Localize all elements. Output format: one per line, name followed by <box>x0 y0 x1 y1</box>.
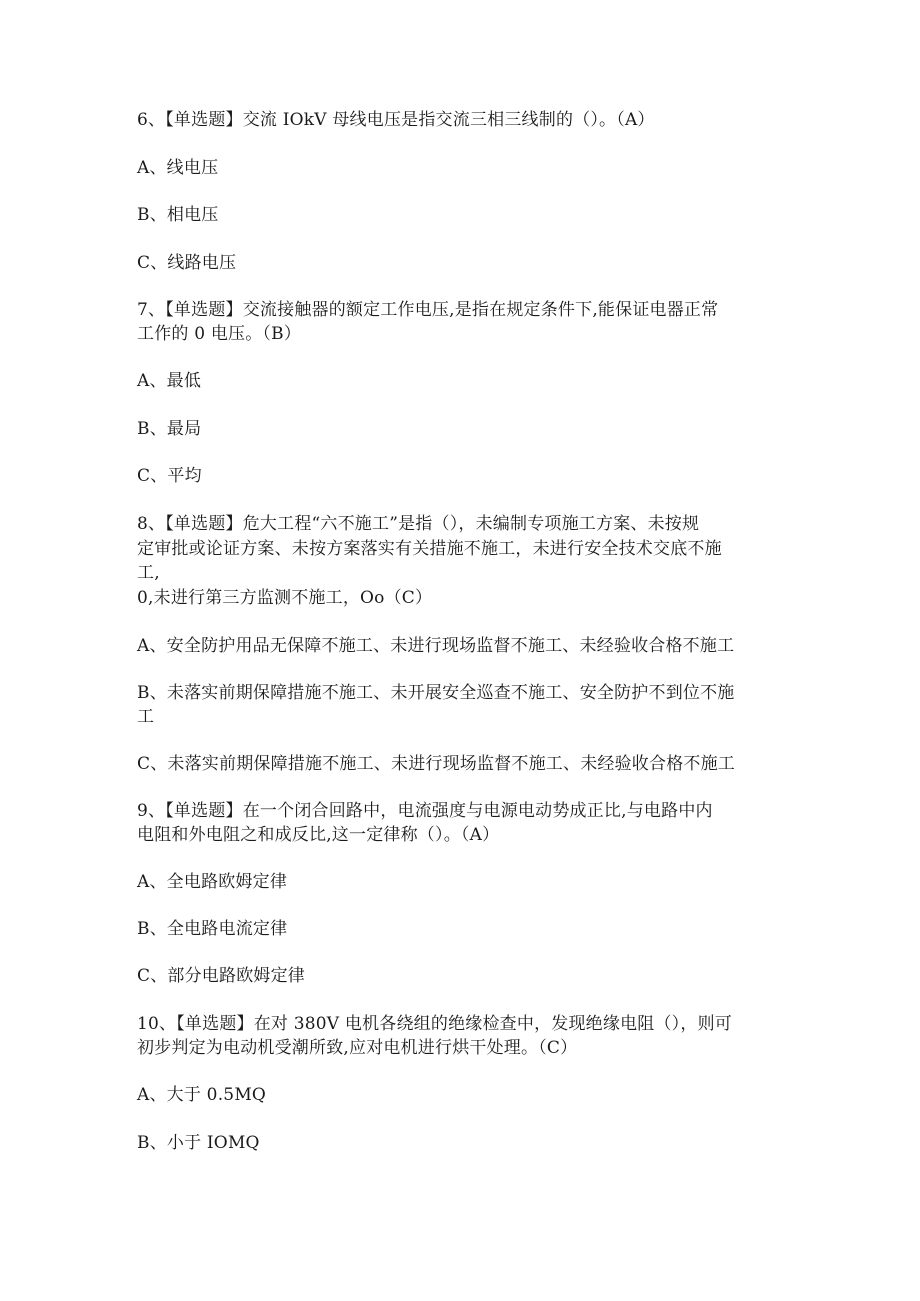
q7-option-c: C、平均 <box>137 466 202 486</box>
q8-option-a: A、安全防护用品无保障不施工、未进行现场监督不施工、未经验收合格不施工 <box>137 636 735 656</box>
q6-option-a: A、线电压 <box>137 158 219 178</box>
q8-option-c: C、未落实前期保障措施不施工、未进行现场监督不施工、未经验收合格不施工 <box>137 754 736 774</box>
q9-stem-line-1: 9、【单选题】在一个闭合回路中，电流强度与电源电动势成正比,与电路中内 <box>137 801 713 821</box>
q10-stem-line-2: 初步判定为电动机受潮所致,应对电机进行烘干处理。（C） <box>137 1038 578 1058</box>
q8-stem-line-1: 8、【单选题】危大工程“六不施工”是指（），未编制专项施工方案、未按规 <box>137 514 700 534</box>
q6-option-b: B、相电压 <box>137 205 219 225</box>
q8-stem-line-3: 工, <box>137 563 160 583</box>
q9-option-a: A、全电路欧姆定律 <box>137 872 288 892</box>
q8-option-b-line-2: 工 <box>137 707 155 727</box>
q10-stem-line-1: 10、【单选题】在对 380V 电机各绕组的绝缘检查中，发现绝缘电阻（），则可 <box>137 1014 732 1034</box>
q8-stem-line-2: 定审批或论证方案、未按方案落实有关措施不施工，未进行安全技术交底不施 <box>137 539 722 559</box>
q9-stem-line-2: 电阻和外电阻之和成反比,这一定律称（）。（A） <box>137 825 500 845</box>
q10-option-b: B、小于 IOMQ <box>137 1133 260 1153</box>
q10-option-a: A、大于 0.5MQ <box>137 1085 267 1105</box>
q9-option-b: B、全电路电流定律 <box>137 919 288 939</box>
q6-stem-line-1: 6、【单选题】交流 IOkV 母线电压是指交流三相三线制的（）。（A） <box>137 110 655 130</box>
q9-option-c: C、部分电路欧姆定律 <box>137 966 306 986</box>
q8-option-b-line-1: B、未落实前期保障措施不施工、未开展安全巡查不施工、安全防护不到位不施 <box>137 683 735 703</box>
q8-stem-line-4: 0,未进行第三方监测不施工，Oo（C） <box>137 588 433 608</box>
q7-stem-line-1: 7、【单选题】交流接触器的额定工作电压,是指在规定条件下,能保证电器正常 <box>137 300 719 320</box>
q7-stem-line-2: 工作的 0 电压。（B） <box>137 324 302 344</box>
q6-option-c: C、线路电压 <box>137 253 237 273</box>
q7-option-a: A、最低 <box>137 371 202 391</box>
q7-option-b: B、最局 <box>137 419 202 439</box>
